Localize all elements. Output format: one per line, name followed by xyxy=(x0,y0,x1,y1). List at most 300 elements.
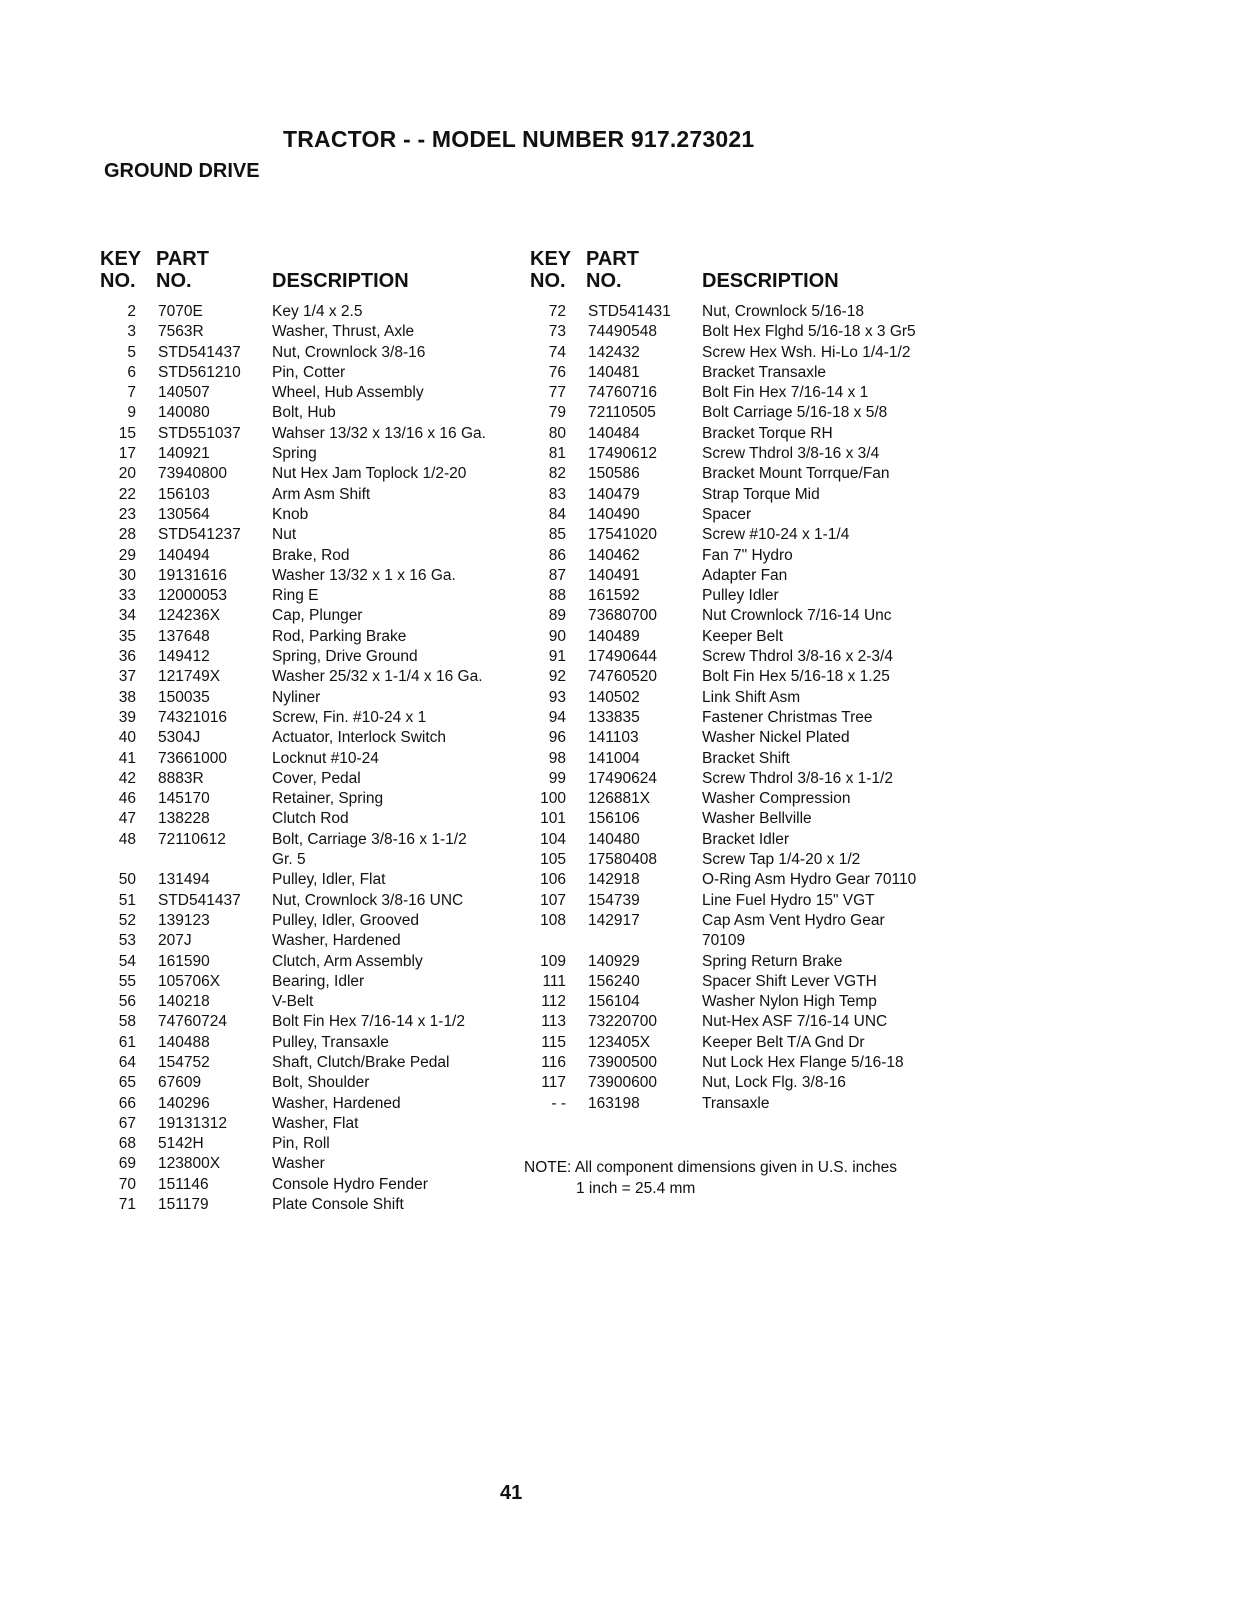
part-number: 7070E xyxy=(158,303,203,320)
part-number: 140484 xyxy=(588,424,640,442)
part-description: Nut, Crownlock 3/8-16 UNC xyxy=(272,891,464,909)
parts-table-row xyxy=(100,566,520,586)
key-number: 42 xyxy=(118,769,136,787)
part-description: Spring xyxy=(272,445,317,463)
part-number: 142917 xyxy=(588,911,640,929)
parts-table-row xyxy=(100,1134,520,1154)
part-description: Bolt, Hub xyxy=(272,404,336,422)
key-number: 3 xyxy=(127,323,136,341)
part-description: Nut-Hex ASF 7/16-14 UNC xyxy=(702,1013,888,1031)
part-description: Nyliner xyxy=(272,688,321,706)
part-number: 138228 xyxy=(158,810,210,828)
key-number: 92 xyxy=(548,668,566,686)
key-number: 54 xyxy=(118,952,136,970)
parts-table-row xyxy=(100,505,520,525)
part-description: Bolt Fin Hex 5/16-18 x 1.25 xyxy=(702,668,890,686)
part-number: 72110612 xyxy=(158,830,226,848)
key-number: 93 xyxy=(548,688,566,706)
key-number: 50 xyxy=(118,871,136,889)
key-header-line2: NO. xyxy=(530,270,566,292)
part-number: 140480 xyxy=(588,830,640,848)
parts-table-row xyxy=(530,809,950,829)
key-number: 76 xyxy=(548,363,566,381)
parts-table-row xyxy=(530,1053,950,1073)
key-number: 112 xyxy=(541,993,566,1011)
part-number: 141004 xyxy=(588,749,640,767)
parts-table-row xyxy=(100,525,520,545)
parts-table-row xyxy=(530,302,950,322)
parts-table-row xyxy=(530,606,950,626)
parts-table-row xyxy=(100,1094,520,1114)
parts-table-row xyxy=(100,546,520,566)
parts-table-row xyxy=(530,505,950,525)
part-header-line2: NO. xyxy=(586,270,622,292)
part-description: Knob xyxy=(272,505,309,523)
part-description: Washer Nickel Plated xyxy=(702,729,850,747)
part-number: 133835 xyxy=(588,708,640,726)
part-number: 73940800 xyxy=(158,465,227,483)
parts-table-row xyxy=(100,1195,520,1215)
key-number: 15 xyxy=(118,424,136,442)
parts-table-row xyxy=(530,891,950,911)
parts-table-row xyxy=(530,403,950,423)
key-number: 83 xyxy=(548,485,566,503)
part-number: 140507 xyxy=(158,384,210,402)
parts-table-row xyxy=(100,363,520,383)
part-description: Strap Torque Mid xyxy=(702,485,820,503)
part-number: 67609 xyxy=(158,1074,202,1092)
key-number: 105 xyxy=(540,851,566,869)
parts-table-row xyxy=(100,688,520,708)
parts-table-row xyxy=(100,769,520,789)
parts-table-row xyxy=(100,809,520,829)
part-description: Bolt Hex Flghd 5/16-18 x 3 Gr5 xyxy=(702,323,916,341)
description-header: DESCRIPTION xyxy=(702,270,839,292)
note-line-2: 1 inch = 25.4 mm xyxy=(576,1180,696,1197)
part-number: STD561210 xyxy=(158,363,241,381)
part-description: Washer xyxy=(272,1155,325,1173)
part-description: Nut, Lock Flg. 3/8-16 xyxy=(702,1074,846,1092)
key-number: 6 xyxy=(127,363,136,381)
part-description: Brake, Rod xyxy=(272,546,350,564)
parts-table-row xyxy=(530,850,950,870)
parts-table-row xyxy=(100,403,520,423)
part-number: 140491 xyxy=(588,566,640,584)
part-header-line2: NO. xyxy=(156,270,192,292)
part-description: Washer Nylon High Temp xyxy=(702,993,877,1011)
parts-table-row xyxy=(100,1012,520,1032)
part-description: Screw Thdrol 3/8-16 x 3/4 xyxy=(702,445,880,463)
parts-rows-right xyxy=(530,302,950,1114)
part-number: 149412 xyxy=(158,648,210,666)
part-description: Locknut #10-24 xyxy=(272,749,379,767)
part-description: Wheel, Hub Assembly xyxy=(272,384,424,402)
part-number: 140218 xyxy=(158,993,210,1011)
parts-table-row xyxy=(100,1114,520,1134)
part-description: Nut, Crownlock 3/8-16 xyxy=(272,343,426,361)
part-description: Washer 25/32 x 1-1/4 x 16 Ga. xyxy=(272,668,483,686)
parts-table-row xyxy=(100,343,520,363)
part-description: Bolt, Carriage 3/8-16 x 1-1/2 Gr. 5 xyxy=(272,830,467,869)
key-number: 9 xyxy=(127,404,136,422)
key-number: 5 xyxy=(127,343,136,361)
part-description: Key 1/4 x 2.5 xyxy=(272,303,363,320)
key-number: 37 xyxy=(118,668,136,686)
part-description: Pin, Roll xyxy=(272,1135,330,1153)
key-number: 88 xyxy=(548,587,566,605)
key-number: 65 xyxy=(118,1074,136,1092)
parts-table-row xyxy=(530,1012,950,1032)
key-number: 41 xyxy=(118,749,136,767)
part-number: 154752 xyxy=(158,1053,210,1071)
part-number: 156103 xyxy=(158,485,210,503)
key-number: 23 xyxy=(118,505,136,523)
part-description: Bearing, Idler xyxy=(272,972,365,990)
part-number: 156104 xyxy=(588,993,640,1011)
part-description: Console Hydro Fender xyxy=(272,1175,428,1193)
part-description: Screw Thdrol 3/8-16 x 1-1/2 xyxy=(702,769,893,787)
key-number: 101 xyxy=(540,810,566,828)
key-header-line1: KEY xyxy=(530,248,572,270)
key-number: 48 xyxy=(118,830,136,848)
key-header-line2: NO. xyxy=(100,270,136,292)
part-description: Retainer, Spring xyxy=(272,790,384,808)
parts-table-row xyxy=(530,464,950,484)
part-number: 8883R xyxy=(158,769,204,787)
key-number: 72 xyxy=(548,303,566,320)
part-description: Transaxle xyxy=(702,1094,770,1112)
key-number: 115 xyxy=(541,1033,566,1051)
key-number: 61 xyxy=(118,1033,136,1051)
parts-table-row xyxy=(100,992,520,1012)
key-number: 77 xyxy=(548,384,566,402)
part-number: 151179 xyxy=(158,1196,209,1214)
part-number: 150035 xyxy=(158,688,210,706)
table-header-left xyxy=(100,246,520,302)
part-description: Pulley, Idler, Flat xyxy=(272,871,386,889)
part-description: Washer, Thrust, Axle xyxy=(272,323,415,341)
key-number: 116 xyxy=(541,1053,566,1071)
key-number: 73 xyxy=(548,323,566,341)
part-description: Screw, Fin. #10-24 x 1 xyxy=(272,708,427,726)
parts-table-row xyxy=(530,424,950,444)
key-number: 30 xyxy=(118,566,136,584)
key-number: 117 xyxy=(541,1074,566,1092)
parts-table-row xyxy=(530,789,950,809)
part-number: 17490624 xyxy=(588,769,657,787)
part-number: 73680700 xyxy=(588,607,657,625)
part-description: Bolt Fin Hex 7/16-14 x 1 xyxy=(702,384,869,402)
parts-table-row xyxy=(530,322,950,342)
part-number: 137648 xyxy=(158,627,210,645)
part-header-line1: PART xyxy=(586,248,639,270)
parts-rows-left xyxy=(100,302,520,1215)
part-number: 5304J xyxy=(158,729,201,747)
part-number: 72110505 xyxy=(588,404,656,422)
parts-table-row xyxy=(100,1033,520,1053)
parts-table-row xyxy=(100,708,520,728)
part-number: STD551037 xyxy=(158,424,241,442)
part-number: 74760520 xyxy=(588,668,657,686)
key-number: 51 xyxy=(118,891,136,909)
part-number: 142918 xyxy=(588,871,640,889)
note-line-1: NOTE: All component dimensions given in U.S. inches xyxy=(524,1159,898,1176)
parts-table-row xyxy=(530,728,950,748)
key-number: 107 xyxy=(540,891,566,909)
key-number: 38 xyxy=(118,688,136,706)
part-number: 140462 xyxy=(588,546,640,564)
part-description: Screw Thdrol 3/8-16 x 2-3/4 xyxy=(702,648,893,666)
parts-table-row xyxy=(530,1033,950,1053)
table-header-right xyxy=(530,246,950,302)
parts-table-row xyxy=(530,566,950,586)
key-number: 109 xyxy=(540,952,566,970)
page-number: 41 xyxy=(500,1482,523,1504)
part-number: 126881X xyxy=(588,790,651,808)
parts-table-row xyxy=(100,931,520,951)
part-number: 140490 xyxy=(588,505,640,523)
parts-table-row xyxy=(100,627,520,647)
dimensions-note xyxy=(524,1157,897,1199)
parts-table-row xyxy=(530,972,950,992)
parts-table-row xyxy=(100,586,520,606)
part-number: 140921 xyxy=(158,445,210,463)
key-number: 20 xyxy=(118,465,136,483)
parts-table-row xyxy=(530,870,950,890)
parts-table-row xyxy=(100,322,520,342)
key-number: 64 xyxy=(118,1053,136,1071)
parts-table-row xyxy=(100,749,520,769)
parts-table-row xyxy=(530,383,950,403)
key-number: 98 xyxy=(548,749,566,767)
key-number: - - xyxy=(551,1094,566,1112)
part-description: Cover, Pedal xyxy=(272,769,361,787)
parts-table-row xyxy=(100,911,520,931)
parts-table-row xyxy=(100,302,520,322)
part-number: 145170 xyxy=(158,790,210,808)
part-description: Nut xyxy=(272,526,297,544)
key-number: 82 xyxy=(548,465,566,483)
part-number: 17490612 xyxy=(588,445,657,463)
page-title: TRACTOR - - MODEL NUMBER 917.273021 xyxy=(283,126,755,152)
parts-table-row xyxy=(100,424,520,444)
part-description: Ring E xyxy=(272,587,319,605)
parts-table-row xyxy=(530,546,950,566)
parts-table-row xyxy=(100,891,520,911)
part-no-header xyxy=(156,248,256,292)
part-number: 163198 xyxy=(588,1094,640,1112)
key-number: 94 xyxy=(548,708,566,726)
parts-table-row xyxy=(100,1073,520,1093)
parts-table-row xyxy=(100,464,520,484)
parts-table-row xyxy=(530,586,950,606)
key-number: 17 xyxy=(118,445,136,463)
key-number: 90 xyxy=(548,627,566,645)
part-number: 207J xyxy=(158,932,192,950)
key-no-header xyxy=(100,248,150,292)
part-number: 74490548 xyxy=(588,323,657,341)
parts-table-row xyxy=(530,1073,950,1093)
parts-table-row xyxy=(100,485,520,505)
part-number: 161590 xyxy=(158,952,210,970)
part-number: 150586 xyxy=(588,465,640,483)
part-number: 123405X xyxy=(588,1033,651,1051)
part-number: 140929 xyxy=(588,952,640,970)
key-number: 99 xyxy=(548,769,566,787)
parts-table-row xyxy=(530,363,950,383)
part-number: 7563R xyxy=(158,323,204,341)
part-number: 140494 xyxy=(158,546,210,564)
parts-table-row xyxy=(100,606,520,626)
part-description: Bracket Idler xyxy=(702,830,790,848)
key-number: 22 xyxy=(118,485,136,503)
part-description: V-Belt xyxy=(272,993,314,1011)
part-number: 131494 xyxy=(158,871,210,889)
part-number: 123800X xyxy=(158,1155,221,1173)
key-number: 52 xyxy=(118,911,136,929)
part-number: 140489 xyxy=(588,627,640,645)
part-description: Bracket Transaxle xyxy=(702,363,827,381)
parts-table-row xyxy=(100,870,520,890)
key-number: 100 xyxy=(540,790,566,808)
parts-table-row xyxy=(530,952,950,972)
part-description: Actuator, Interlock Switch xyxy=(272,729,447,747)
parts-table-row xyxy=(530,525,950,545)
part-number: 17541020 xyxy=(588,526,657,544)
key-number: 47 xyxy=(118,810,136,828)
part-number: 17490644 xyxy=(588,648,657,666)
part-number: 74760716 xyxy=(588,384,657,402)
part-no-header xyxy=(586,248,686,292)
parts-table-row xyxy=(530,769,950,789)
part-description: Bracket Mount Torrque/Fan xyxy=(702,465,890,483)
part-description: Spacer xyxy=(702,505,752,523)
parts-table-row xyxy=(530,647,950,667)
key-number: 106 xyxy=(540,871,566,889)
parts-table-row xyxy=(100,647,520,667)
parts-table-row xyxy=(100,1053,520,1073)
part-number: 74760724 xyxy=(158,1013,227,1031)
parts-table-row xyxy=(530,627,950,647)
part-number: 74321016 xyxy=(158,708,227,726)
key-number: 91 xyxy=(548,648,566,666)
parts-table-row xyxy=(100,952,520,972)
part-description: Bracket Shift xyxy=(702,749,790,767)
part-description: Clutch, Arm Assembly xyxy=(272,952,423,970)
key-number: 84 xyxy=(548,505,566,523)
part-number: 73900500 xyxy=(588,1053,657,1071)
key-number: 33 xyxy=(118,587,136,605)
key-number: 2 xyxy=(127,303,136,320)
part-description: Plate Console Shift xyxy=(272,1196,404,1214)
part-number: 161592 xyxy=(588,587,640,605)
key-number: 35 xyxy=(118,627,136,645)
part-description: Washer 13/32 x 1 x 16 Ga. xyxy=(272,566,456,584)
key-number: 111 xyxy=(542,972,566,990)
part-description: Cap Asm Vent Hydro Gear 70109 xyxy=(702,911,885,950)
parts-table-row xyxy=(530,485,950,505)
key-number: 113 xyxy=(541,1013,566,1031)
parts-table-row xyxy=(100,728,520,748)
key-header-line1: KEY xyxy=(100,248,142,270)
key-number: 108 xyxy=(540,911,566,929)
parts-table-row xyxy=(530,667,950,687)
part-description: Nut, Crownlock 5/16-18 xyxy=(702,303,864,320)
key-number: 67 xyxy=(118,1114,136,1132)
part-number: 124236X xyxy=(158,607,221,625)
part-description: Pulley, Idler, Grooved xyxy=(272,911,420,929)
section-title: GROUND DRIVE xyxy=(104,160,260,182)
parts-table-row xyxy=(100,789,520,809)
part-description: Fan 7" Hydro xyxy=(702,546,793,564)
parts-table-row xyxy=(100,1154,520,1174)
part-number: 141103 xyxy=(588,729,639,747)
key-number: 80 xyxy=(548,424,566,442)
part-description: Nut Crownlock 7/16-14 Unc xyxy=(702,607,892,625)
part-number: 139123 xyxy=(158,911,210,929)
part-number: 73220700 xyxy=(588,1013,657,1031)
part-description: Wahser 13/32 x 13/16 x 16 Ga. xyxy=(272,424,486,442)
parts-table-row xyxy=(100,972,520,992)
part-description: Spacer Shift Lever VGTH xyxy=(702,972,877,990)
parts-table-left xyxy=(100,246,520,1215)
part-description: Bolt, Shoulder xyxy=(272,1074,370,1092)
part-number: 17580408 xyxy=(588,851,657,869)
part-number: 19131312 xyxy=(158,1114,227,1132)
part-description: Screw Hex Wsh. Hi-Lo 1/4-1/2 xyxy=(702,343,911,361)
key-number: 104 xyxy=(540,830,566,848)
key-number: 68 xyxy=(118,1135,136,1153)
part-description: Arm Asm Shift xyxy=(272,485,371,503)
part-number: 142432 xyxy=(588,343,640,361)
key-number: 34 xyxy=(118,607,136,625)
key-number: 81 xyxy=(548,445,566,463)
part-description: Bolt Fin Hex 7/16-14 x 1-1/2 xyxy=(272,1013,465,1031)
part-number: 151146 xyxy=(158,1175,209,1193)
key-number: 87 xyxy=(548,566,566,584)
part-description: Nut Hex Jam Toplock 1/2-20 xyxy=(272,465,467,483)
part-description: Washer, Hardened xyxy=(272,932,401,950)
part-number: 140296 xyxy=(158,1094,210,1112)
key-number: 89 xyxy=(548,607,566,625)
part-description: Spring Return Brake xyxy=(702,952,843,970)
part-number: STD541237 xyxy=(158,526,241,544)
parts-table-row xyxy=(100,1175,520,1195)
part-number: STD541437 xyxy=(158,343,241,361)
parts-table-row xyxy=(530,688,950,708)
key-number: 66 xyxy=(118,1094,136,1112)
key-number: 29 xyxy=(118,546,136,564)
part-description: Keeper Belt xyxy=(702,627,783,645)
part-description: O-Ring Asm Hydro Gear 70110 xyxy=(702,871,917,889)
part-number: STD541437 xyxy=(158,891,241,909)
part-description: Screw #10-24 x 1-1/4 xyxy=(702,526,850,544)
part-description: Line Fuel Hydro 15" VGT xyxy=(702,891,875,909)
key-number: 55 xyxy=(118,972,136,990)
key-no-header xyxy=(530,248,580,292)
part-number: 156240 xyxy=(588,972,640,990)
part-description: Bolt Carriage 5/16-18 x 5/8 xyxy=(702,404,888,422)
key-number: 96 xyxy=(548,729,566,747)
parts-table-row xyxy=(530,708,950,728)
parts-table-row xyxy=(530,1094,950,1114)
part-number: 140479 xyxy=(588,485,640,503)
part-description: Washer, Hardened xyxy=(272,1094,401,1112)
parts-table-row xyxy=(530,749,950,769)
key-number: 71 xyxy=(118,1196,136,1214)
part-number: 5142H xyxy=(158,1135,204,1153)
key-number: 79 xyxy=(548,404,566,422)
